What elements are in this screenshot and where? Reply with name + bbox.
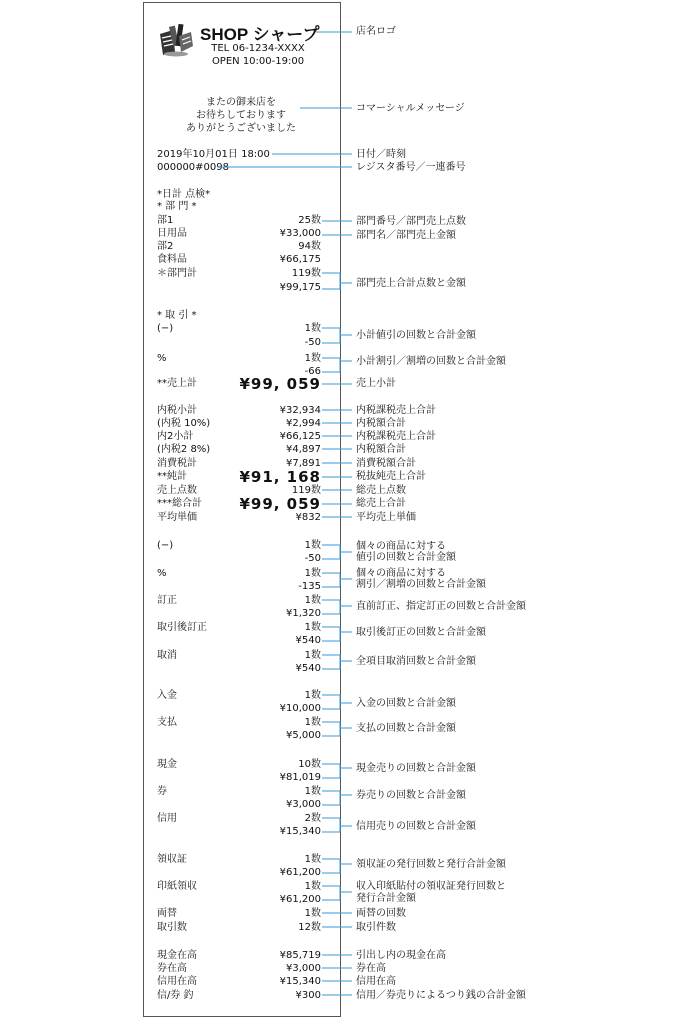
- receipt-row-value: 1数: [304, 622, 321, 633]
- receipt-row-label: 取引数: [157, 922, 187, 933]
- receipt-row-value: ¥91, 168: [239, 468, 321, 486]
- receipt-row-value: ¥3,000: [286, 963, 321, 974]
- receipt-row-value: 1数: [304, 881, 321, 892]
- receipt-row-value: ¥66,125: [279, 431, 321, 442]
- receipt-row-label: 部2: [157, 241, 174, 252]
- receipt-row-value: 1数: [304, 717, 321, 728]
- receipt-row-label: *日計 点検*: [157, 189, 211, 200]
- annotation-label: 信用／券売りによるつり銭の合計金額: [356, 990, 526, 1001]
- receipt-datetime: 2019年10月01日 18:00: [157, 149, 270, 160]
- receipt-row-value: ¥85,719: [279, 950, 321, 961]
- shop-name: SHOP シャープ: [200, 25, 320, 44]
- annotation-label: 小計割引／割増の回数と合計金額: [356, 356, 506, 367]
- annotation-label: 現金売りの回数と合計金額: [356, 763, 476, 774]
- receipt-row-value: 1数: [304, 595, 321, 606]
- receipt-row-value: 1数: [304, 908, 321, 919]
- annotation-label: 個々の商品に対する: [356, 568, 446, 579]
- annotation-label: 部門売上合計点数と金額: [356, 278, 466, 289]
- receipt-row-value: ¥32,934: [279, 405, 321, 416]
- shop-hours: OPEN 10:00-19:00: [211, 56, 305, 67]
- annotation-label: 領収証の発行回数と発行合計金額: [356, 859, 506, 870]
- receipt-row-label: (内税 10%): [157, 418, 211, 429]
- receipt-row-label: 券在高: [157, 963, 187, 974]
- annotation-label: 信用在高: [356, 976, 396, 987]
- annotation-label: 信用売りの回数と合計金額: [356, 821, 476, 832]
- receipt-row-label: 印紙領収: [157, 881, 197, 892]
- annotation-label: 総売上合計: [356, 498, 406, 509]
- receipt-row-value: ¥15,340: [279, 976, 321, 987]
- annotation-label: 値引の回数と合計金額: [356, 552, 456, 563]
- receipt-row-value: ¥4,897: [286, 444, 321, 455]
- receipt-row-label: ＊部門計: [157, 268, 197, 279]
- receipt-row-value: 1数: [304, 854, 321, 865]
- receipt-row-label: 信/券 釣: [157, 990, 194, 1001]
- receipt-row-label: (内税2 8%): [157, 444, 211, 455]
- receipt-row-label: 入金: [157, 690, 177, 701]
- annotation-label: 日付／時刻: [356, 149, 406, 160]
- annotation-label: 消費税額合計: [356, 458, 416, 469]
- receipt-row-value: ¥3,000: [286, 799, 321, 810]
- receipt-row-value: ¥81,019: [279, 772, 321, 783]
- annotation-label: 個々の商品に対する: [356, 541, 446, 552]
- annotation-label: 内税課税売上合計: [356, 431, 436, 442]
- receipt-row-label: 消費税計: [157, 458, 197, 469]
- receipt-row-value: -50: [304, 553, 321, 564]
- receipt-row-value: ¥61,200: [279, 894, 321, 905]
- message-line: またの御来店を: [206, 97, 276, 108]
- receipt-row-value: 1数: [304, 650, 321, 661]
- annotation-label: 内税額合計: [356, 418, 406, 429]
- receipt-row-label: 訂正: [157, 595, 177, 606]
- annotation-label: 券売りの回数と合計金額: [356, 790, 466, 801]
- receipt-row-label: 取消: [157, 650, 177, 661]
- receipt-row-value: 25数: [298, 215, 321, 226]
- annotation-label: 部門名／部門売上金額: [356, 230, 456, 241]
- receipt-row-value: 1数: [304, 690, 321, 701]
- shop-tel: TEL 06-1234-XXXX: [211, 43, 305, 54]
- receipt-row-value: 1数: [304, 786, 321, 797]
- receipt-row-value: ¥300: [295, 990, 321, 1001]
- annotation-label: 入金の回数と合計金額: [356, 698, 456, 709]
- receipt-row-label: * 取 引 *: [157, 310, 197, 321]
- receipt-row-value: 1数: [304, 540, 321, 551]
- receipt-row-label: 領収証: [157, 854, 187, 865]
- receipt-row-value: 1数: [304, 353, 321, 364]
- receipt-row-value: 2数: [304, 813, 321, 824]
- receipt-row-label: 内2小計: [157, 431, 194, 442]
- receipt-row-value: ¥99, 059: [239, 375, 321, 393]
- annotation-label: 割引／割増の回数と合計金額: [356, 579, 486, 590]
- receipt-row-value: ¥15,340: [279, 826, 321, 837]
- annotation-label: 税抜純売上合計: [356, 471, 426, 482]
- receipt-row-value: 94数: [298, 241, 321, 252]
- annotation-label: 店名ロゴ: [356, 26, 396, 37]
- receipt-row-value: ¥2,994: [286, 418, 321, 429]
- annotation-label: 券在高: [356, 963, 386, 974]
- annotation-label: 売上小計: [356, 378, 396, 389]
- annotation-label: コマーシャルメッセージ: [356, 103, 465, 114]
- receipt-row-label: * 部 門 *: [157, 201, 197, 212]
- receipt-row-value: ¥1,320: [286, 608, 321, 619]
- receipt-row-label: ***総合計: [157, 498, 202, 509]
- receipt-row-label: 食料品: [157, 254, 187, 265]
- annotation-label: レジスタ番号／一連番号: [356, 162, 466, 173]
- receipt-row-value: 119数: [291, 485, 321, 496]
- receipt-row-value: -135: [298, 581, 321, 592]
- receipt-row-label: **純計: [157, 471, 187, 482]
- annotation-label: 総売上点数: [356, 485, 406, 496]
- receipt-row-value: ¥540: [295, 663, 321, 674]
- annotation-label: 発行合計金額: [356, 893, 416, 904]
- annotation-label: 取引件数: [356, 922, 396, 933]
- receipt-row-value: 12数: [298, 922, 321, 933]
- receipt-row-label: 信用: [157, 813, 177, 824]
- receipt-row-value: ¥832: [295, 512, 321, 523]
- register-number: 000000#0098: [157, 162, 230, 173]
- receipt-row-value: ¥10,000: [279, 703, 321, 714]
- receipt-row-label: 売上点数: [157, 485, 197, 496]
- annotation-label: 平均売上単価: [356, 512, 416, 523]
- receipt-row-value: ¥66,175: [279, 254, 321, 265]
- receipt-row-label: 支払: [157, 717, 177, 728]
- annotation-label: 内税課税売上合計: [356, 405, 436, 416]
- annotation-label: 全項目取消回数と合計金額: [356, 656, 476, 667]
- receipt-row-value: ¥99, 059: [239, 495, 321, 513]
- annotation-label: 直前訂正、指定訂正の回数と合計金額: [356, 601, 526, 612]
- receipt-row-value: ¥540: [295, 635, 321, 646]
- receipt-row-label: %: [157, 353, 167, 364]
- receipt-row-label: 信用在高: [157, 976, 197, 987]
- annotation-label: 両替の回数: [356, 908, 406, 919]
- receipt-row-value: ¥33,000: [279, 228, 321, 239]
- annotation-label: 収入印紙貼付の領収証発行回数と: [356, 881, 506, 892]
- receipt-row-label: 取引後訂正: [157, 622, 207, 633]
- message-line: お待ちしております: [196, 110, 286, 121]
- receipt-row-value: 1数: [304, 323, 321, 334]
- receipt-row-value: -66: [304, 366, 321, 377]
- annotation-label: 引出し内の現金在高: [356, 950, 446, 961]
- annotation-label: 部門番号／部門売上点数: [356, 216, 466, 227]
- receipt-row-value: ¥5,000: [286, 730, 321, 741]
- receipt-row-label: 両替: [157, 908, 177, 919]
- receipt-row-value: 1数: [304, 568, 321, 579]
- message-line: ありがとうございました: [186, 123, 296, 134]
- receipt-row-value: 119数: [291, 268, 321, 279]
- receipt-row-label: 現金: [157, 759, 177, 770]
- receipt-row-label: 内税小計: [157, 405, 197, 416]
- annotation-label: 内税額合計: [356, 444, 406, 455]
- receipt-row-value: -50: [304, 337, 321, 348]
- receipt-row-value: 10数: [298, 759, 321, 770]
- receipt-row-label: 券: [157, 786, 167, 797]
- receipt-row-label: 現金在高: [157, 950, 197, 961]
- receipt-row-value: ¥99,175: [279, 282, 321, 293]
- receipt-row-label: 日用品: [157, 228, 187, 239]
- receipt-row-label: (−): [157, 540, 174, 551]
- receipt-row-value: ¥61,200: [279, 867, 321, 878]
- annotation-label: 取引後訂正の回数と合計金額: [356, 627, 486, 638]
- receipt-row-label: %: [157, 568, 167, 579]
- receipt-row-label: **売上計: [157, 378, 197, 389]
- receipt-row-label: (−): [157, 323, 174, 334]
- receipt-row-value: ¥7,891: [286, 458, 321, 469]
- annotation-label: 支払の回数と合計金額: [356, 723, 456, 734]
- annotation-label: 小計値引の回数と合計金額: [356, 330, 476, 341]
- receipt-row-label: 平均単価: [157, 512, 197, 523]
- receipt-row-label: 部1: [157, 215, 174, 226]
